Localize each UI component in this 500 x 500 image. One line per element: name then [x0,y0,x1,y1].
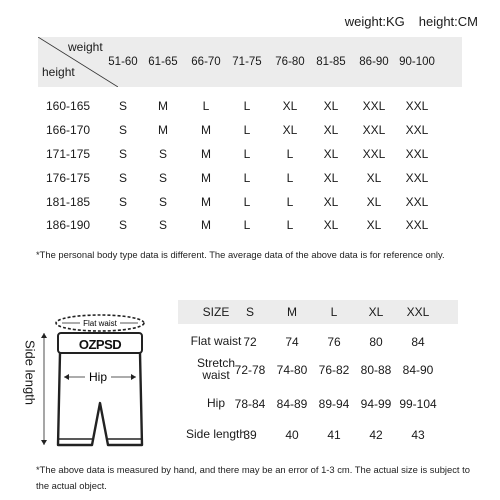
size-cell: XL [366,195,382,209]
size-cell: S [118,147,127,161]
measurement-value: 43 [411,428,425,442]
size-cell: M [201,195,211,209]
size-cell: XL [323,147,339,161]
size-cell: L [243,218,251,232]
measurement-value: 80-88 [360,363,392,377]
corner-height-label: height [42,65,75,79]
table-row [0,96,500,116]
weight-column-header: 71-75 [232,56,262,68]
size-cell: XXL [405,171,429,185]
measurement-value: 72-78 [234,363,266,377]
size-cell: XL [366,218,382,232]
weight-column-header: 90-100 [399,56,435,68]
weight-column-header: 81-85 [316,56,346,68]
measurement-value: 76-82 [318,363,350,377]
table-row [0,215,500,235]
size-cell: M [158,99,168,113]
size-cell: L [243,123,251,137]
weight-column-header: 51-60 [108,56,138,68]
measurement-value: 42 [369,428,383,442]
boxer-illustration [30,305,170,465]
size-header-label: SIZE [202,305,230,319]
height-range-label: 166-170 [46,123,91,137]
size-cell: XXL [405,195,429,209]
size-column-header: M [287,305,297,319]
table-row [0,192,500,212]
size-column-header: S [245,305,254,319]
size-cell: S [158,147,167,161]
size-cell: XL [282,123,298,137]
size-cell: XXL [405,123,429,137]
weight-unit: weight:KG [344,14,405,29]
size-cell: S [118,171,127,185]
size-cell: XL [323,171,339,185]
height-range-label: 176-175 [46,171,91,185]
size-cell: L [243,171,251,185]
measurement-label: Stretch waist [196,356,235,382]
weight-column-header: 76-80 [275,56,305,68]
measurement-value: 40 [285,428,299,442]
size-cell: XL [282,99,298,113]
measurement-label: Hip [206,396,225,410]
measurement-value: 84-89 [276,397,308,411]
measurement-label: Side length [185,427,247,441]
size-cell: L [243,99,251,113]
weight-column-header: 66-70 [191,56,221,68]
measurement-header [178,300,458,324]
corner-weight-label: weight [68,40,103,54]
size-cell: L [202,99,210,113]
measurement-note: *The above data is measured by hand, and there may be an error of 1-3 cm. The actual size is subject to the actual object. [36,464,470,491]
size-cell: M [158,123,168,137]
measurement-value: 72 [243,335,257,349]
measurement-value: 78-84 [234,397,266,411]
measurement-value: 74-80 [276,363,308,377]
size-cell: XXL [362,123,386,137]
size-cell: XL [323,195,339,209]
size-cell: XL [366,171,382,185]
size-cell: S [118,218,127,232]
size-cell: S [158,171,167,185]
height-range-label: 186-190 [46,218,91,232]
measurement-value: 39 [243,428,257,442]
size-column-header: XXL [406,305,430,319]
size-cell: S [158,195,167,209]
brand-logo: OZPSD [78,337,122,352]
size-cell: M [201,218,211,232]
size-cell: XXL [405,147,429,161]
size-cell: S [158,218,167,232]
size-cell: M [201,147,211,161]
measurement-value: 74 [285,335,299,349]
measurement-value: 80 [369,335,383,349]
size-cell: XL [323,123,339,137]
size-column-header: XL [368,305,384,319]
height-range-label: 181-185 [46,195,91,209]
measurement-value: 94-99 [360,397,392,411]
measurement-value: 89-94 [318,397,350,411]
size-cell: S [118,99,127,113]
measurement-value: 84-90 [402,363,434,377]
units-legend [345,14,478,29]
size-cell: XXL [405,218,429,232]
flat-waist-text: Flat waist [83,319,117,328]
size-cell: L [286,218,294,232]
size-cell: L [286,147,294,161]
size-cell: S [118,123,127,137]
size-cell: L [243,147,251,161]
size-column-header: L [330,305,338,319]
size-cell: L [243,195,251,209]
measurement-value: 76 [327,335,341,349]
size-cell: XXL [362,99,386,113]
table-row [0,144,500,164]
height-unit: height:CM [418,14,478,29]
size-cell: L [286,195,294,209]
height-range-label: 171-175 [46,147,91,161]
size-cell: M [201,123,211,137]
table-row [0,168,500,188]
weight-column-header: 86-90 [359,56,389,68]
size-cell: S [118,195,127,209]
size-chart-header [38,37,462,87]
size-cell: M [201,171,211,185]
measurement-value: 99-104 [399,397,437,411]
weight-column-header: 61-65 [148,56,178,68]
measurement-value: 84 [411,335,425,349]
size-cell: XL [323,99,339,113]
boxer-body [58,353,142,445]
table-row [0,120,500,140]
size-cell: XXL [405,99,429,113]
hip-text: Hip [88,370,108,384]
size-cell: L [286,171,294,185]
measurement-label: Flat waist [190,334,242,348]
side-length-text: Side length [22,339,38,406]
height-range-label: 160-165 [46,99,91,113]
reference-note: *The personal body type data is different. The average data of the above data is for reference only. [36,249,445,260]
size-cell: XL [323,218,339,232]
size-cell: XXL [362,147,386,161]
measurement-value: 41 [327,428,341,442]
